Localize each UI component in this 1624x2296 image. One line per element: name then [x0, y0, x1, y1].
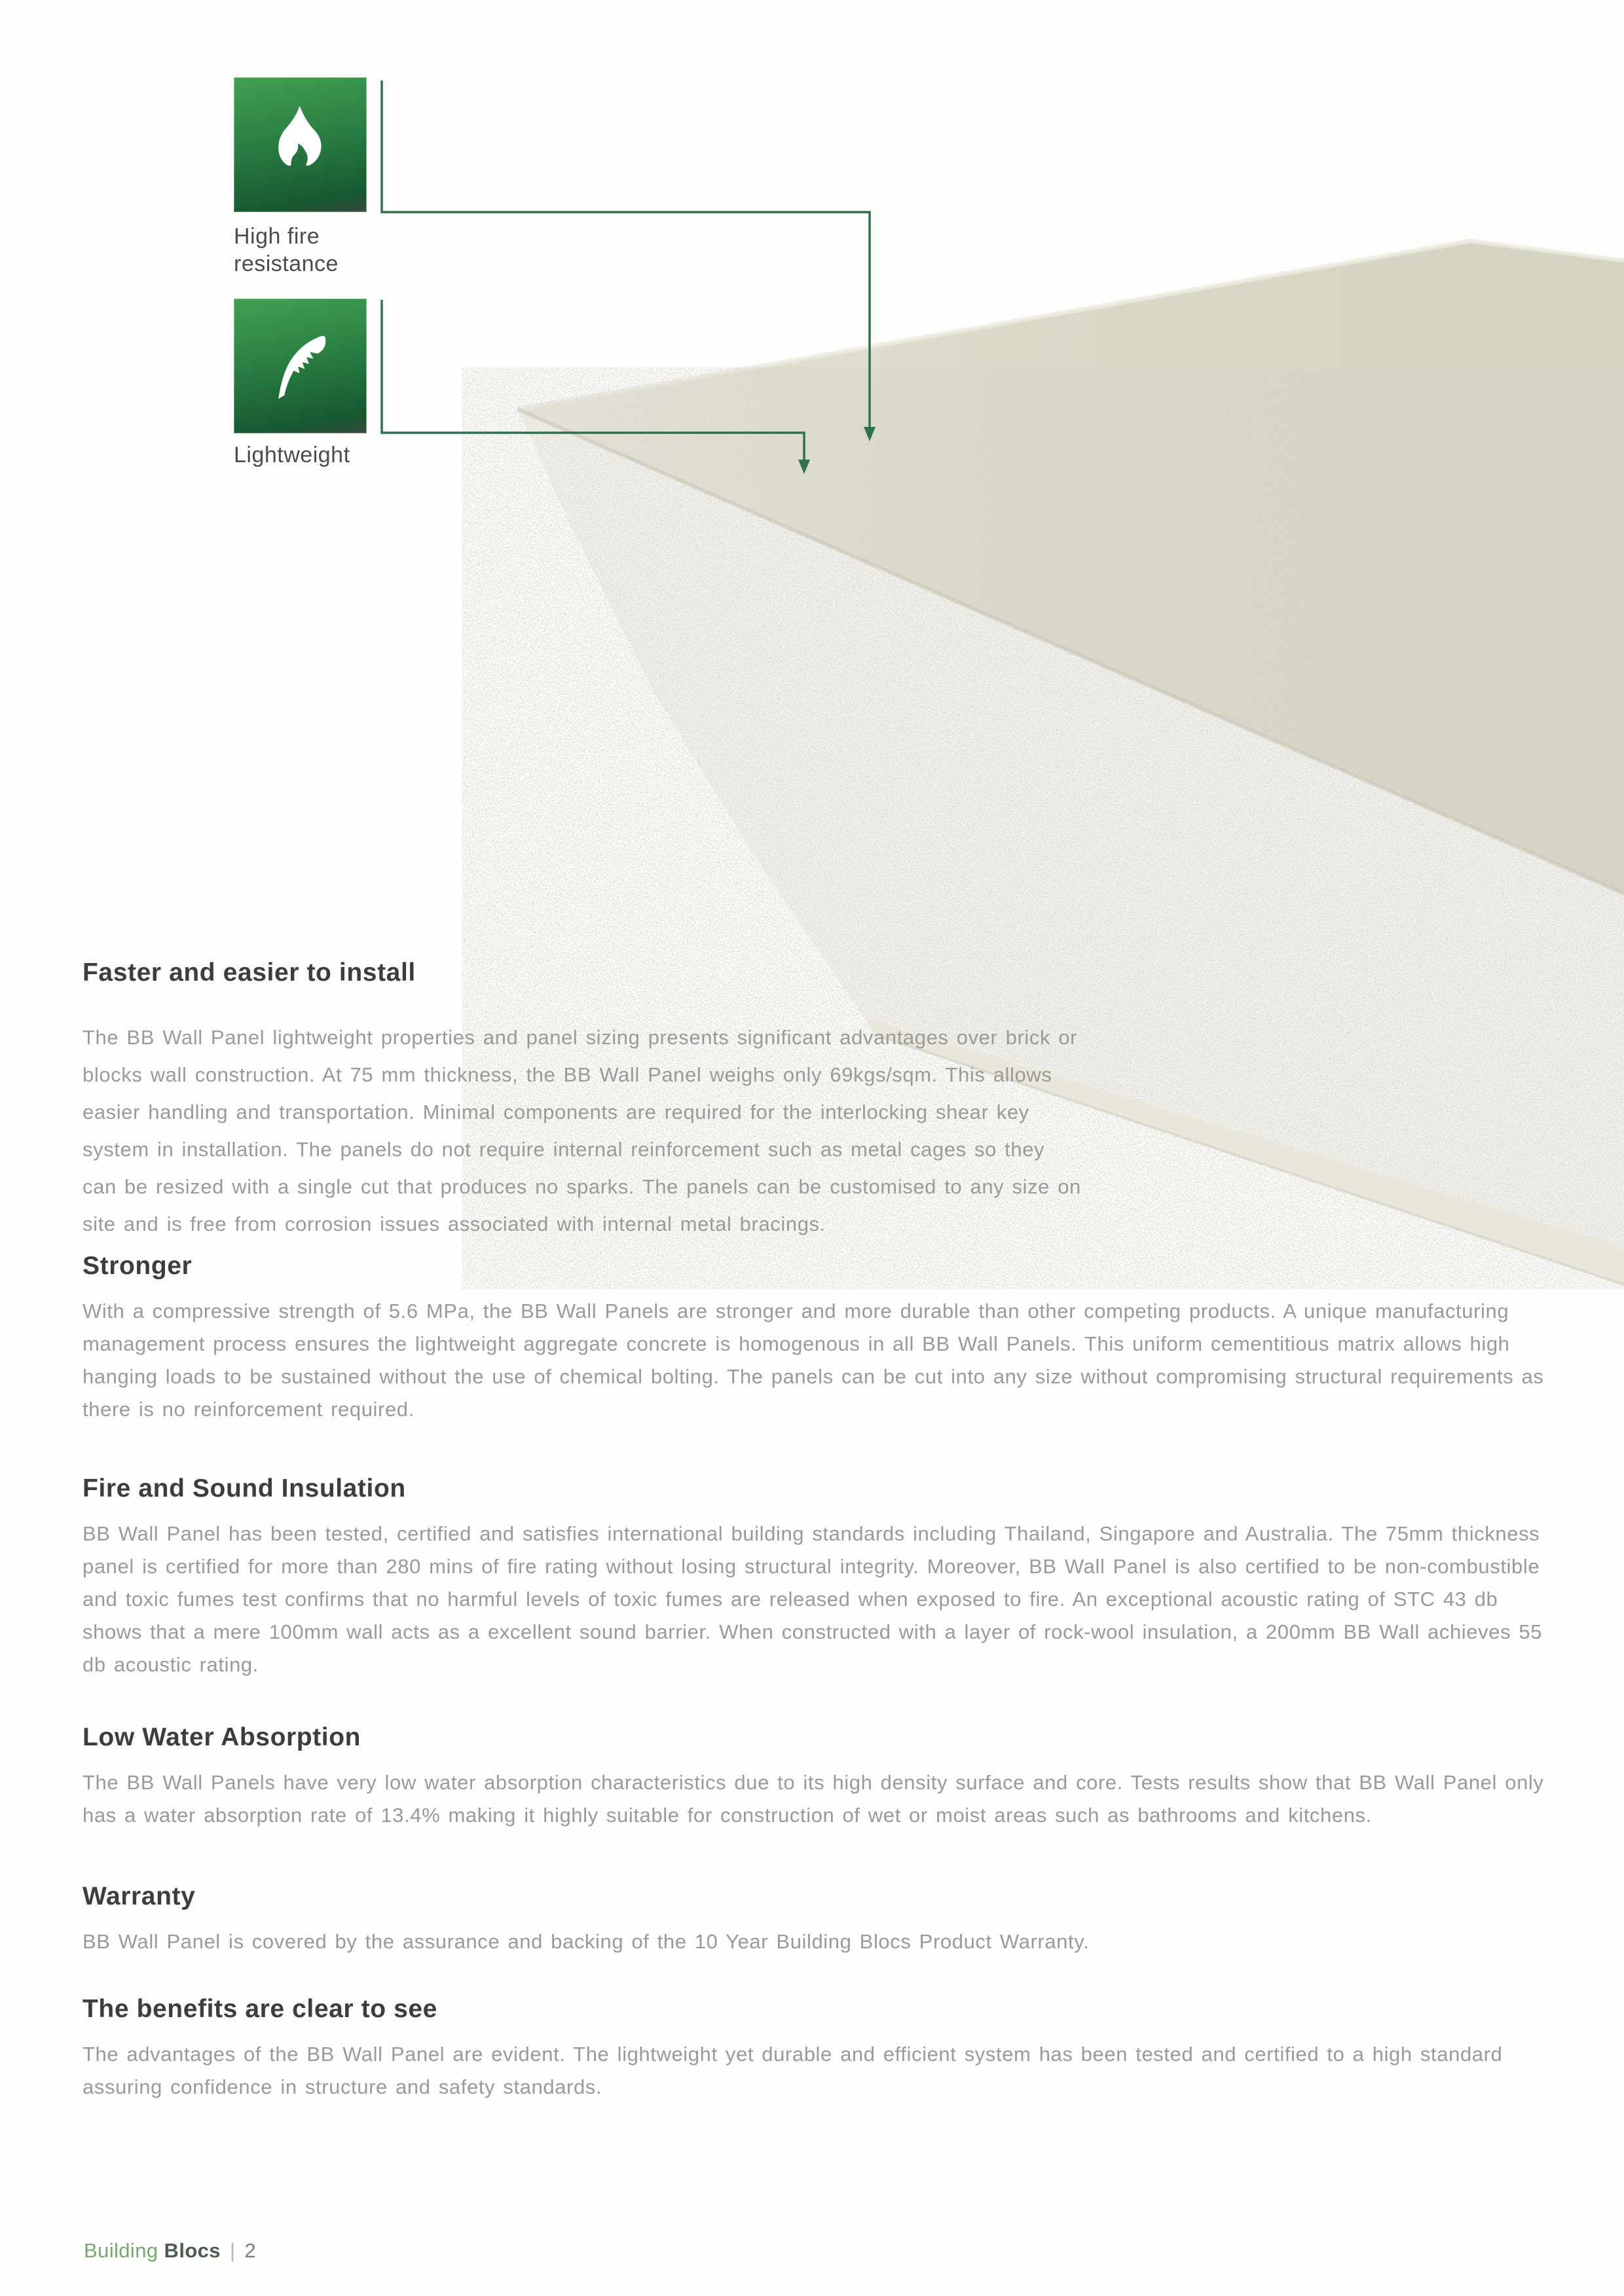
section-body: The BB Wall Panel lightweight properties and panel sizing presents significant advantages over brick or blocks wall construction. At 75 mm thickness, the BB Wall Panel weighs only 69kgs/sqm. This allows easier handling and transportation. Minimal components are required for the interlocking shear key system in installation. The panels do not require internal reinforcement such as metal cages so they can be resized with a single cut that produces no sparks. The panels can be customised to any size on site and is free from corrosion issues associated with internal metal bracings.	[83, 1026, 1081, 1235]
footer-separator: |	[229, 2239, 236, 2262]
flame-icon	[258, 96, 343, 191]
section-heading: Fire and Sound Insulation	[83, 1474, 406, 1503]
section-body: The BB Wall Panels have very low water absorption characteristics due to its high density surface and core. Tests results show that BB Wall Panel only has a water absorption rate of 13.4% making it highly suitable for construction of wet or moist areas such as bathrooms and kitchens.	[83, 1771, 1544, 1827]
section-body: The advantages of the BB Wall Panel are evident. The lightweight yet durable and efficient system has been tested and certified to a high standard assuring confidence in structure and safety standards.	[83, 2043, 1503, 2098]
lightweight-label: Lightweight	[234, 443, 350, 467]
section-heading: Stronger	[83, 1252, 193, 1280]
section-install	[83, 957, 1084, 1243]
section-stronger	[83, 1250, 1553, 1426]
section-heading: Low Water Absorption	[83, 1723, 361, 1751]
feather-icon	[258, 318, 343, 412]
section-heading: The benefits are clear to see	[83, 1995, 437, 2023]
section-fire-sound	[83, 1473, 1553, 1681]
section-benefits	[83, 1994, 1553, 2104]
lightweight-badge	[234, 299, 367, 433]
fire-resistance-label: High fire resistance	[234, 224, 339, 276]
section-body: BB Wall Panel has been tested, certified and satisfies international building standards including Thailand, Singapore and Australia. The 75mm thickness panel is certified for more than 280 mins of fire rating without losing structural integrity. Moreover, BB Wall Panel is also certified to be non-combustible and toxic fumes test confirms that no harmful levels of toxic fumes are released when exposed to fire. An exceptional acoustic rating of STC 43 db shows that a mere 100mm wall acts as a excellent sound barrier. When constructed with a layer of rock-wool insulation, a 200mm BB Wall achieves 55 db acoustic rating.	[83, 1522, 1543, 1676]
section-heading: Warranty	[83, 1882, 196, 1910]
page-footer	[84, 2239, 256, 2263]
page-number: 2	[244, 2239, 257, 2262]
section-body: With a compressive strength of 5.6 MPa, the BB Wall Panels are stronger and more durable than other competing products. A unique manufacturing management process ensures the lightweight aggregate concrete is homogenous in all BB Wall Panels. This uniform cementitious matrix allows high hanging loads to be sustained without the use of chemical bolting. The panels can be cut into any size without compromising structural requirements as there is no reinforcement required.	[83, 1300, 1544, 1421]
section-warranty	[83, 1881, 1089, 1958]
brand-name-bold: Blocs	[164, 2239, 221, 2262]
section-heading: Faster and easier to install	[83, 958, 416, 987]
fire-resistance-badge	[234, 77, 367, 212]
brand-name: Building	[84, 2239, 158, 2262]
section-water	[83, 1722, 1553, 1832]
section-body: BB Wall Panel is covered by the assurance and backing of the 10 Year Building Blocs Product Warranty.	[83, 1930, 1090, 1953]
